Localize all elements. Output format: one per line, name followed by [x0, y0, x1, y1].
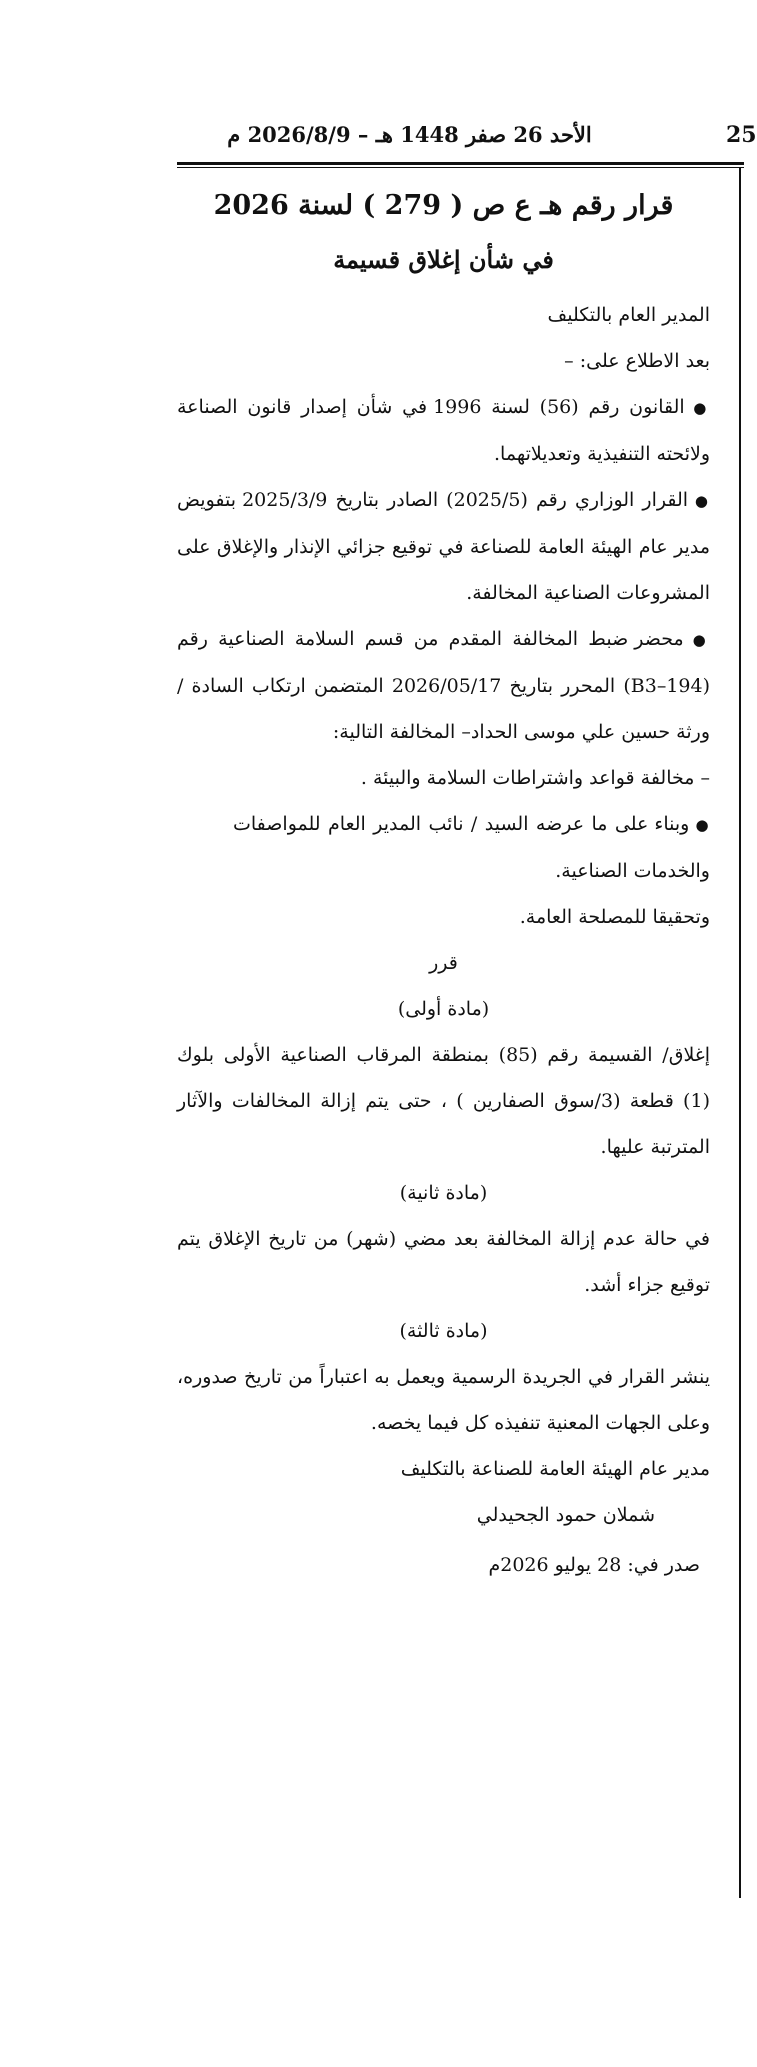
page-header — [0, 122, 757, 162]
recital-violation-report: ● محضر ضبط المخالفة المقدم من قسم السلامة الصناعية رقم (B3–194) المحرر بتاريخ 2026/05/17 المتضمن ارتكاب السادة / ورثة حسين علي موسى الحداد– المخالفة التالية: — [177, 616, 710, 755]
article-1-heading: (مادة أولى) — [397, 998, 490, 1020]
preamble-line: بعد الاطلاع على: – — [564, 350, 710, 372]
public-interest-line: وتحقيقا للمصلحة العامة. — [519, 906, 710, 928]
proposal-line: ● وبناء على ما عرضه السيد / نائب المدير العام للمواصفات والخدمات الصناعية. — [177, 801, 710, 894]
header-rule-thin — [177, 167, 744, 168]
signature-name: شملان حمود الجحيدلي — [476, 1504, 655, 1526]
decision-title: قرار رقم هـ ع ص ( 279 ) لسنة 2026 — [213, 190, 674, 221]
article-3-heading: (مادة ثالثة) — [399, 1320, 488, 1342]
recital-ministerial-decision: ● القرار الوزاري رقم (2025/5) الصادر بتاريخ 2025/3/9 بتفويض مدير عام الهيئة العامة للصناعة في توقيع جزائي الإنذار والإغلاق على المشروعات الصناعية المخالفة. — [177, 477, 710, 616]
decision-subtitle: في شأن إغلاق قسيمة — [333, 245, 554, 274]
recital-law: ● القانون رقم (56) لسنة 1996 في شأن إصدار قانون الصناعة ولائحته التنفيذية وتعديلاتهما. — [177, 384, 710, 477]
article-3-text: ينشر القرار في الجريدة الرسمية ويعمل به اعتباراً من تاريخ صدوره، وعلى الجهات المعنية تنفيذه كل فيما يخصه. — [177, 1366, 710, 1434]
signature-title: مدير عام الهيئة العامة للصناعة بالتكليف — [400, 1458, 710, 1480]
issuer-line: المدير العام بالتكليف — [547, 304, 710, 326]
decision-body — [177, 180, 710, 1588]
article-1-text: إغلاق/ القسيمة رقم (85) بمنطقة المرقاب الصناعية الأولى بلوك (1) قطعة (3/سوق الصفارين ) ، حتى يتم إزالة المخالفات والآثار المترتبة عليها. — [177, 1044, 710, 1158]
violation-line: – مخالفة قواعد واشتراطات السلامة والبيئة . — [360, 767, 710, 789]
issued-date: صدر في: 28 يوليو 2026م — [488, 1554, 700, 1576]
article-2-heading: (مادة ثانية) — [399, 1182, 488, 1204]
header-date: الأحد 26 صفر 1448 هـ – 2026/8/9 م — [227, 122, 592, 147]
header-rule-thick — [177, 162, 744, 165]
decided-heading: قرر — [429, 952, 458, 974]
page-number: 25 — [726, 122, 757, 148]
article-2-text: في حالة عدم إزالة المخالفة بعد مضي (شهر) من تاريخ الإغلاق يتم توقيع جزاء أشد. — [177, 1228, 710, 1296]
column-rule — [739, 168, 741, 1898]
